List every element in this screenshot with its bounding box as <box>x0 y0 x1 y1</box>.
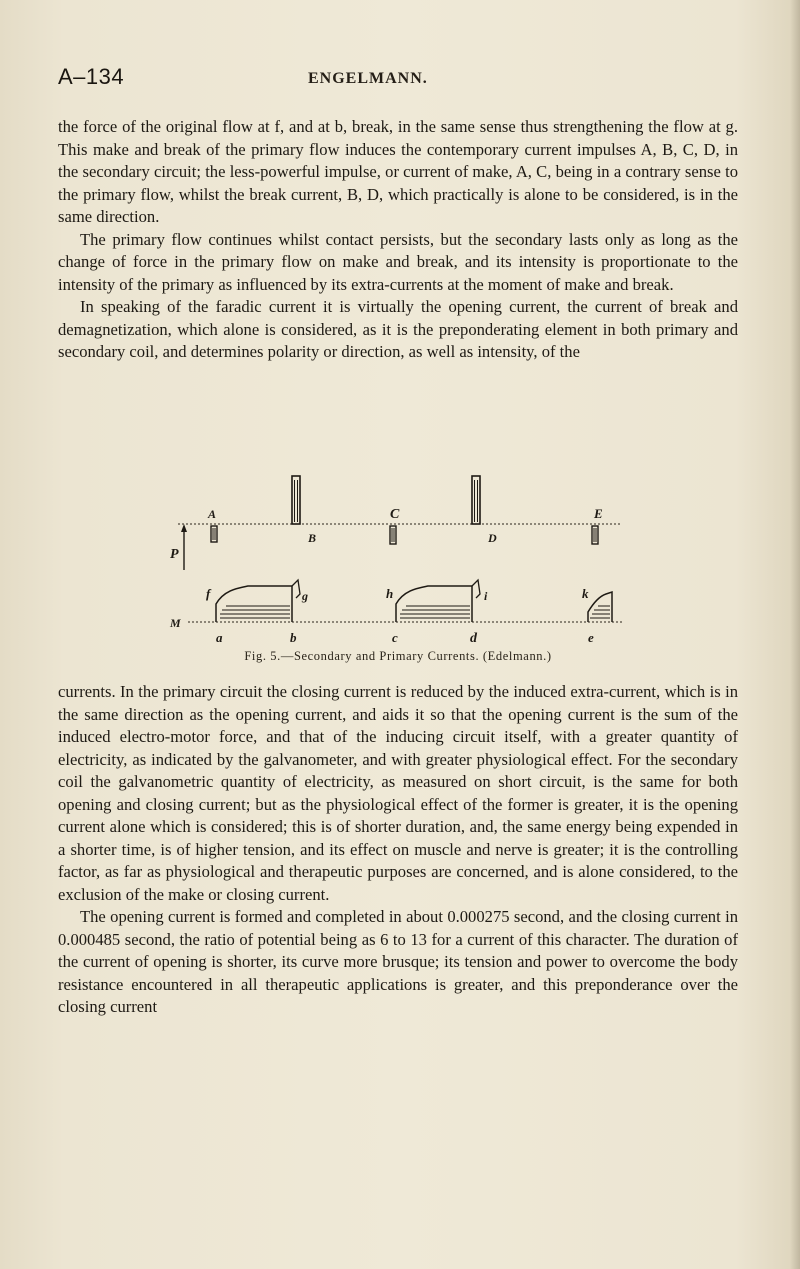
figure-currents-diagram <box>168 472 628 652</box>
page-edge-shadow <box>790 0 800 1269</box>
label-k: k <box>582 586 589 601</box>
paragraph: the force of the original flow at f, and at b, break, in the same sense thus strengthening the flow at g. This make and break of the primary flow induces the contemporary current impulses A, B, C, D, in the secondary circuit; the less-powerful impulse, or current of make, A, C, being in a contrary sense to the primary flow, whilst the break current, B, D, which practically is alone to be considered, is in the same direction. <box>58 117 738 226</box>
label-a-lower: a <box>216 630 223 645</box>
label-c-upper: C <box>390 507 400 522</box>
label-b-lower: b <box>290 630 297 645</box>
spike-e <box>592 526 598 544</box>
label-e-lower: e <box>588 630 594 645</box>
primary-pulse-2 <box>396 586 472 622</box>
paragraph: In speaking of the faradic current it is virtually the opening current, the current of break and demagnetization, which alone is considered, as it is the preponderating element in both primary and secondary coil, and determines polarity or direction, as well as intensity, of the <box>58 297 738 361</box>
spike-b <box>292 476 300 524</box>
running-head: ENGELMANN. <box>308 70 428 87</box>
text-after-figure <box>58 681 738 1019</box>
currents-diagram <box>168 472 628 648</box>
arrowhead-p <box>181 524 187 532</box>
text-before-figure <box>58 116 738 364</box>
label-b-upper: B <box>308 531 317 545</box>
pulse-1-spike <box>292 580 300 598</box>
spike-d <box>472 476 480 524</box>
label-g: g <box>302 589 308 603</box>
label-c-lower: c <box>392 630 398 645</box>
label-h: h <box>386 586 394 601</box>
paragraph: currents. In the primary circuit the closing current is reduced by the induced extra-current, which is in the same direction as the opening current, and aids it so that the opening current is the sum of the induced electro-motor force, and that of the inducing circuit itself, with a greater quantity of electricity, as indicated by the galvanometer, and with greater physiological effect. For the secondary coil the galvanometric quantity of electricity, as measured on short circuit, is the same for both opening and closing current; but as the physiological effect of the former is greater, it is the opening current alone which is considered; this is of shorter duration, and, the same energy being expended in a shorter time, is of higher tension, and its effect on muscle and nerve is greater; it is the controlling factor, as far as physiological and therapeutic purposes are concerned, and is alone considered, to the exclusion of the make or closing current. <box>58 682 738 904</box>
spike-c <box>390 526 396 544</box>
label-d-lower: d <box>470 631 477 646</box>
label-e-upper: E <box>594 506 603 521</box>
figure-caption: Fig. 5.—Secondary and Primary Currents. (Edelmann.) <box>244 649 552 663</box>
page-number: A–134 <box>58 64 125 89</box>
pulse-2-spike <box>472 580 480 598</box>
label-f: f <box>206 586 211 601</box>
label-i: i <box>484 589 488 603</box>
page-header <box>58 64 698 104</box>
label-m: M <box>170 616 181 630</box>
paragraph: The opening current is formed and completed in about 0.000275 second, and the closing current in 0.000485 second, the ratio of potential being as 6 to 13 for a current of this character. The duration of the current of opening is shorter, its curve more brusque; its tension and power to overcome the body resistance encountered in all therapeutic applications is greater, and this preponderance over the closing current <box>58 907 738 1016</box>
paragraph: The primary flow continues whilst contact persists, but the secondary lasts only as long as the change of force in the primary flow on make and break, and its intensity is proportionate to the intensity of the primary as influenced by its extra-currents at the moment of make and break. <box>58 229 738 294</box>
label-a-upper: A <box>208 507 217 521</box>
label-d-upper: D <box>488 531 497 545</box>
label-p: P <box>170 547 179 562</box>
spike-a <box>211 526 217 542</box>
primary-pulse-1 <box>216 586 292 622</box>
